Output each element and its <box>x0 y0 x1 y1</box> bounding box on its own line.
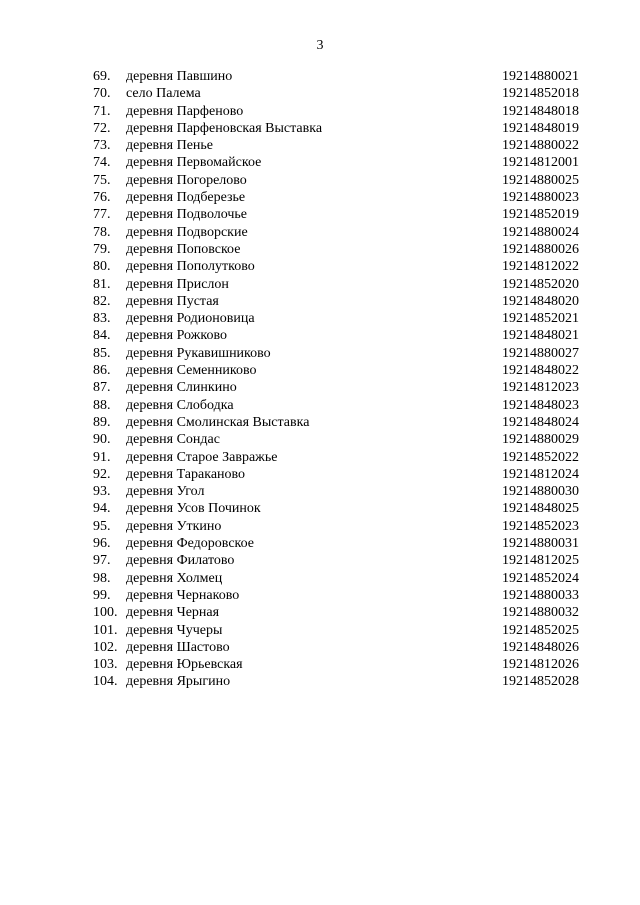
list-item <box>93 103 593 120</box>
okato-code: 19214812024 <box>502 466 579 482</box>
list-item <box>93 604 593 621</box>
okato-code: 19214852028 <box>502 674 579 690</box>
list-item <box>93 518 593 535</box>
item-number: 93. <box>93 484 111 500</box>
list-item <box>93 414 593 431</box>
item-number: 71. <box>93 103 111 119</box>
item-number: 77. <box>93 207 111 223</box>
item-number: 102. <box>93 639 118 655</box>
item-number: 69. <box>93 69 111 84</box>
item-number: 76. <box>93 190 111 206</box>
list-item <box>93 535 593 552</box>
item-number: 100. <box>93 605 118 621</box>
okato-code: 19214848019 <box>502 120 579 136</box>
list-item <box>93 449 593 466</box>
okato-code: 19214880031 <box>502 536 579 552</box>
item-number: 82. <box>93 293 111 309</box>
okato-code: 19214880024 <box>502 224 579 240</box>
item-number: 103. <box>93 657 118 673</box>
list-item <box>93 276 593 293</box>
list-item <box>93 466 593 483</box>
settlement-name: деревня Семенниково <box>126 363 257 379</box>
item-number: 75. <box>93 172 111 188</box>
settlement-name: деревня Шастово <box>126 639 230 655</box>
okato-code: 19214848022 <box>502 363 579 379</box>
item-number: 101. <box>93 622 118 638</box>
okato-code: 19214880022 <box>502 138 579 154</box>
list-item <box>93 500 593 517</box>
item-number: 84. <box>93 328 111 344</box>
settlement-name: деревня Смолинская Выставка <box>126 414 310 430</box>
item-number: 97. <box>93 553 111 569</box>
settlement-name: деревня Погорелово <box>126 172 247 188</box>
list-item <box>93 570 593 587</box>
settlement-name: деревня Поповское <box>126 241 241 257</box>
settlement-name: деревня Тараканово <box>126 466 246 482</box>
okato-code: 19214848024 <box>502 414 579 430</box>
okato-code: 19214852024 <box>502 570 579 586</box>
okato-code: 19214880027 <box>502 345 579 361</box>
okato-code: 19214880029 <box>502 432 579 448</box>
okato-code: 19214880021 <box>502 69 579 84</box>
list-item <box>93 120 593 137</box>
list-item <box>93 639 593 656</box>
item-number: 87. <box>93 380 111 396</box>
list-item <box>93 397 593 414</box>
settlement-name: деревня Слободка <box>126 397 234 413</box>
item-number: 70. <box>93 86 111 102</box>
settlement-name: деревня Подворские <box>126 224 248 240</box>
okato-code: 19214812022 <box>502 259 579 275</box>
item-number: 73. <box>93 138 111 154</box>
item-number: 72. <box>93 120 111 136</box>
list-item <box>93 362 593 379</box>
list-item <box>93 483 593 500</box>
item-number: 91. <box>93 449 111 465</box>
settlement-name: деревня Холмец <box>126 570 223 586</box>
item-number: 94. <box>93 501 111 517</box>
okato-code: 19214880032 <box>502 605 579 621</box>
settlement-name: деревня Ярыгино <box>126 674 231 690</box>
settlement-name: деревня Родионовица <box>126 311 255 327</box>
settlement-name: деревня Филатово <box>126 553 235 569</box>
list-item <box>93 379 593 396</box>
list-item <box>93 310 593 327</box>
list-item <box>93 189 593 206</box>
item-number: 90. <box>93 432 111 448</box>
list-item <box>93 552 593 569</box>
settlement-name: деревня Прислон <box>126 276 229 292</box>
list-item <box>93 224 593 241</box>
list-item <box>93 258 593 275</box>
settlement-name: деревня Подберезье <box>126 190 246 206</box>
settlement-name: деревня Сондас <box>126 432 220 448</box>
okato-code: 19214848018 <box>502 103 579 119</box>
settlement-name: деревня Рожково <box>126 328 227 344</box>
okato-code: 19214848020 <box>502 293 579 309</box>
list-item <box>93 241 593 258</box>
item-number: 95. <box>93 518 111 534</box>
okato-code: 19214852021 <box>502 311 579 327</box>
okato-code: 19214880025 <box>502 172 579 188</box>
okato-code: 19214852022 <box>502 449 579 465</box>
list-item <box>93 154 593 171</box>
settlement-name: деревня Пустая <box>126 293 219 309</box>
settlement-name: деревня Пополутково <box>126 259 255 275</box>
item-number: 89. <box>93 414 111 430</box>
list-item <box>93 293 593 310</box>
settlement-name: деревня Чернаково <box>126 587 240 603</box>
item-number: 99. <box>93 587 111 603</box>
okato-code: 19214812025 <box>502 553 579 569</box>
settlement-name: деревня Усов Починок <box>126 501 261 517</box>
okato-code: 19214880023 <box>502 190 579 206</box>
okato-code: 19214848026 <box>502 639 579 655</box>
settlement-name: деревня Юрьевская <box>126 657 243 673</box>
item-number: 88. <box>93 397 111 413</box>
okato-code: 19214852025 <box>502 622 579 638</box>
settlement-name: деревня Черная <box>126 605 220 621</box>
list-item <box>93 622 593 639</box>
okato-code: 19214848021 <box>502 328 579 344</box>
okato-code: 19214812026 <box>502 657 579 673</box>
list-item <box>93 206 593 223</box>
okato-code: 19214848025 <box>502 501 579 517</box>
list-item <box>93 68 593 85</box>
item-number: 98. <box>93 570 111 586</box>
list-item <box>93 431 593 448</box>
settlement-name: деревня Уткино <box>126 518 222 534</box>
okato-code: 19214880030 <box>502 484 579 500</box>
list-item <box>93 85 593 102</box>
list-item <box>93 673 593 690</box>
settlement-name: деревня Федоровское <box>126 536 255 552</box>
item-number: 92. <box>93 466 111 482</box>
settlement-name: деревня Старое Завражье <box>126 449 278 465</box>
settlement-name: село Палема <box>126 86 201 102</box>
item-number: 78. <box>93 224 111 240</box>
item-number: 86. <box>93 363 111 379</box>
list-item <box>93 327 593 344</box>
okato-code: 19214880033 <box>502 587 579 603</box>
okato-code: 19214848023 <box>502 397 579 413</box>
settlement-name: деревня Парфеново <box>126 103 244 119</box>
settlement-name: деревня Слинкино <box>126 380 237 396</box>
okato-code: 19214852018 <box>502 86 579 102</box>
okato-code: 19214812023 <box>502 380 579 396</box>
item-number: 96. <box>93 536 111 552</box>
list-item <box>93 137 593 154</box>
item-number: 85. <box>93 345 111 361</box>
item-number: 104. <box>93 674 118 690</box>
settlement-name: деревня Подволочье <box>126 207 248 223</box>
list-item <box>93 345 593 362</box>
okato-code: 19214852020 <box>502 276 579 292</box>
settlement-name: деревня Павшино <box>126 69 233 84</box>
okato-code: 19214852019 <box>502 207 579 223</box>
item-number: 80. <box>93 259 111 275</box>
settlement-name: деревня Первомайское <box>126 155 262 171</box>
item-number: 81. <box>93 276 111 292</box>
item-number: 83. <box>93 311 111 327</box>
okato-code: 19214812001 <box>502 155 579 171</box>
item-number: 79. <box>93 241 111 257</box>
list-item <box>93 656 593 673</box>
page-number: 3 <box>316 38 324 53</box>
list-item <box>93 587 593 604</box>
settlement-name: деревня Угол <box>126 484 205 500</box>
list-item <box>93 172 593 189</box>
okato-code: 19214852023 <box>502 518 579 534</box>
settlement-list <box>93 68 593 691</box>
settlement-name: деревня Пенье <box>126 138 214 154</box>
okato-code: 19214880026 <box>502 241 579 257</box>
settlement-name: деревня Чучеры <box>126 622 223 638</box>
settlement-name: деревня Парфеновская Выставка <box>126 120 323 136</box>
item-number: 74. <box>93 155 111 171</box>
settlement-name: деревня Рукавишниково <box>126 345 271 361</box>
